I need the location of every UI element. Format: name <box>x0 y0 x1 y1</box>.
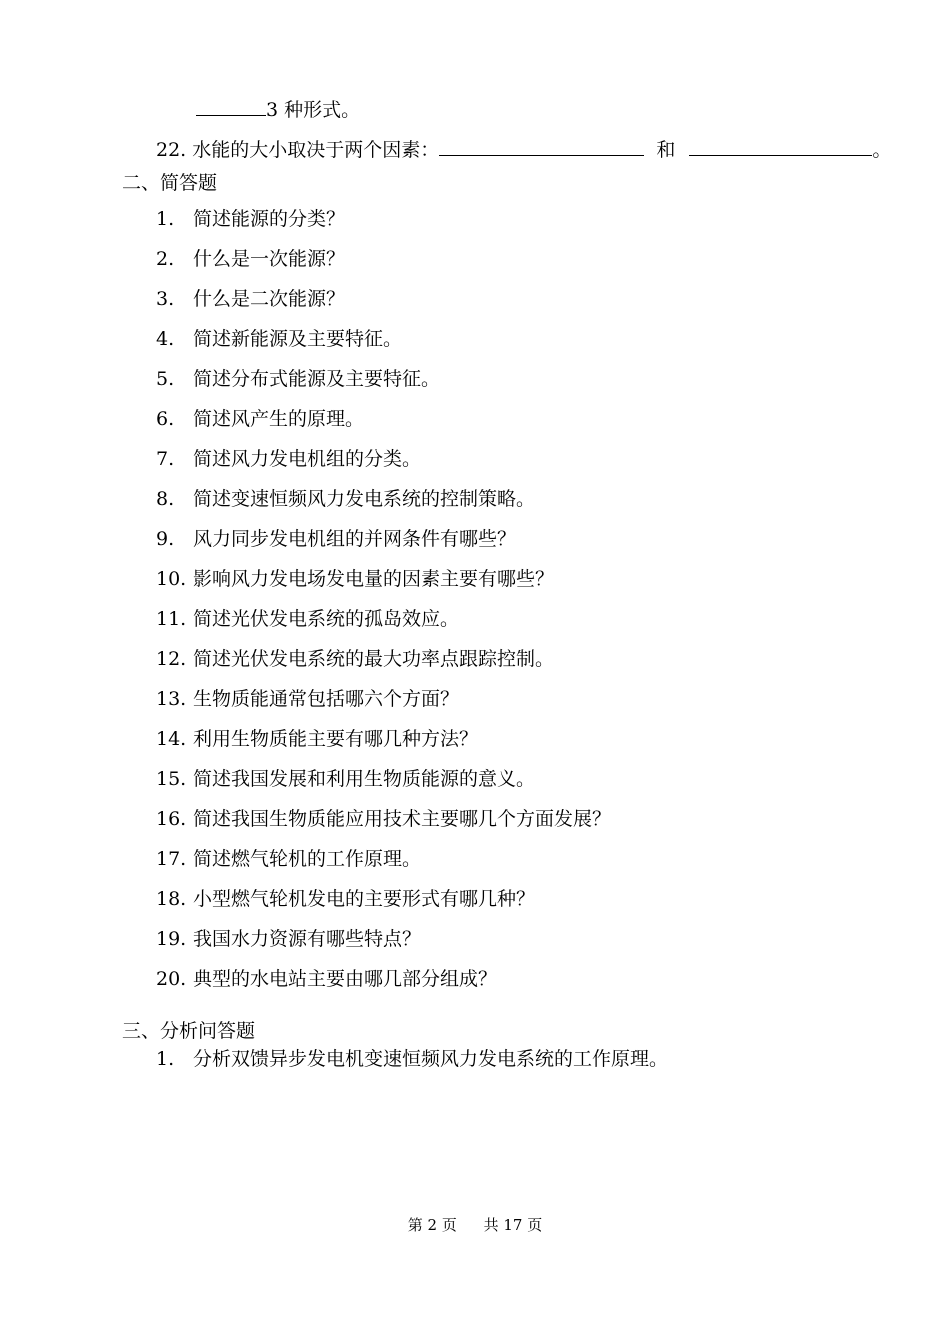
question-number: 11. <box>156 608 187 630</box>
question-text: 简述风产生的原理。 <box>193 408 365 430</box>
question-item <box>156 287 345 311</box>
q22-line <box>156 137 891 162</box>
answer-blank <box>196 97 266 116</box>
question-item <box>156 647 554 671</box>
total-pages: 共 17 页 <box>483 1216 543 1234</box>
q22-and: 和 <box>656 139 676 161</box>
q21-tail-text: 3 种形式。 <box>266 99 361 121</box>
question-item <box>156 407 364 431</box>
question-item <box>156 927 421 951</box>
q22-number: 22. <box>156 139 187 161</box>
question-item <box>156 807 611 831</box>
question-number: 13. <box>156 688 187 710</box>
section-heading-analysis: 三、分析问答题 <box>122 1020 256 1042</box>
question-item <box>156 447 421 471</box>
question-item <box>156 767 535 791</box>
question-text: 简述风力发电机组的分类。 <box>193 448 422 470</box>
question-item <box>156 327 402 351</box>
question-text: 我国水力资源有哪些特点？ <box>193 928 422 950</box>
question-text: 风力同步发电机组的并网条件有哪些？ <box>193 528 517 550</box>
section-heading-short-answer: 二、简答题 <box>122 172 218 194</box>
question-number: 12. <box>156 648 187 670</box>
page-number: 第 2 页 <box>407 1216 457 1234</box>
question-number: 18. <box>156 888 187 910</box>
question-number: 14. <box>156 728 187 750</box>
question-number: 17. <box>156 848 187 870</box>
question-text: 简述分布式能源及主要特征。 <box>193 368 441 390</box>
question-number: 19. <box>156 928 187 950</box>
question-text: 生物质能通常包括哪六个方面？ <box>193 688 460 710</box>
question-number: 9. <box>156 528 175 550</box>
question-number: 15. <box>156 768 187 790</box>
question-item <box>156 487 535 511</box>
answer-blank-2 <box>689 137 872 156</box>
question-text: 简述变速恒频风力发电系统的控制策略。 <box>193 488 536 510</box>
question-item <box>156 607 459 631</box>
question-item <box>156 207 345 231</box>
question-text: 简述燃气轮机的工作原理。 <box>193 848 422 870</box>
page-footer <box>0 1215 950 1235</box>
answer-blank-1 <box>439 137 644 156</box>
q22-text: 水能的大小取决于两个因素： <box>192 139 440 161</box>
question-item <box>156 687 459 711</box>
question-text: 简述新能源及主要特征。 <box>193 328 403 350</box>
question-item <box>156 887 535 911</box>
question-number: 1. <box>156 208 175 230</box>
question-item <box>156 727 478 751</box>
question-text: 简述我国生物质能应用技术主要哪几个方面发展？ <box>193 808 612 830</box>
question-item <box>156 247 345 271</box>
question-number: 3. <box>156 288 175 310</box>
question-item <box>156 1047 668 1071</box>
question-item <box>156 967 497 991</box>
question-number: 7. <box>156 448 175 470</box>
question-text: 简述光伏发电系统的孤岛效应。 <box>193 608 460 630</box>
question-text: 什么是一次能源？ <box>193 248 346 270</box>
question-text: 简述能源的分类？ <box>193 208 346 230</box>
q21-continuation <box>196 97 360 122</box>
question-item <box>156 847 421 871</box>
question-number: 4. <box>156 328 175 350</box>
question-number: 20. <box>156 968 187 990</box>
question-text: 典型的水电站主要由哪几部分组成？ <box>193 968 498 990</box>
question-number: 5. <box>156 368 175 390</box>
question-text: 简述我国发展和利用生物质能源的意义。 <box>193 768 536 790</box>
question-item <box>156 567 554 591</box>
question-text: 分析双馈异步发电机变速恒频风力发电系统的工作原理。 <box>193 1048 669 1070</box>
question-number: 1. <box>156 1048 175 1070</box>
question-number: 16. <box>156 808 187 830</box>
question-number: 8. <box>156 488 175 510</box>
question-number: 6. <box>156 408 175 430</box>
question-text: 什么是二次能源？ <box>193 288 346 310</box>
q22-end: 。 <box>872 139 892 161</box>
question-text: 影响风力发电场发电量的因素主要有哪些？ <box>193 568 555 590</box>
question-number: 10. <box>156 568 187 590</box>
question-text: 简述光伏发电系统的最大功率点跟踪控制。 <box>193 648 555 670</box>
question-text: 利用生物质能主要有哪几种方法？ <box>193 728 479 750</box>
question-text: 小型燃气轮机发电的主要形式有哪几种？ <box>193 888 536 910</box>
question-item <box>156 527 516 551</box>
question-item <box>156 367 440 391</box>
question-number: 2. <box>156 248 175 270</box>
